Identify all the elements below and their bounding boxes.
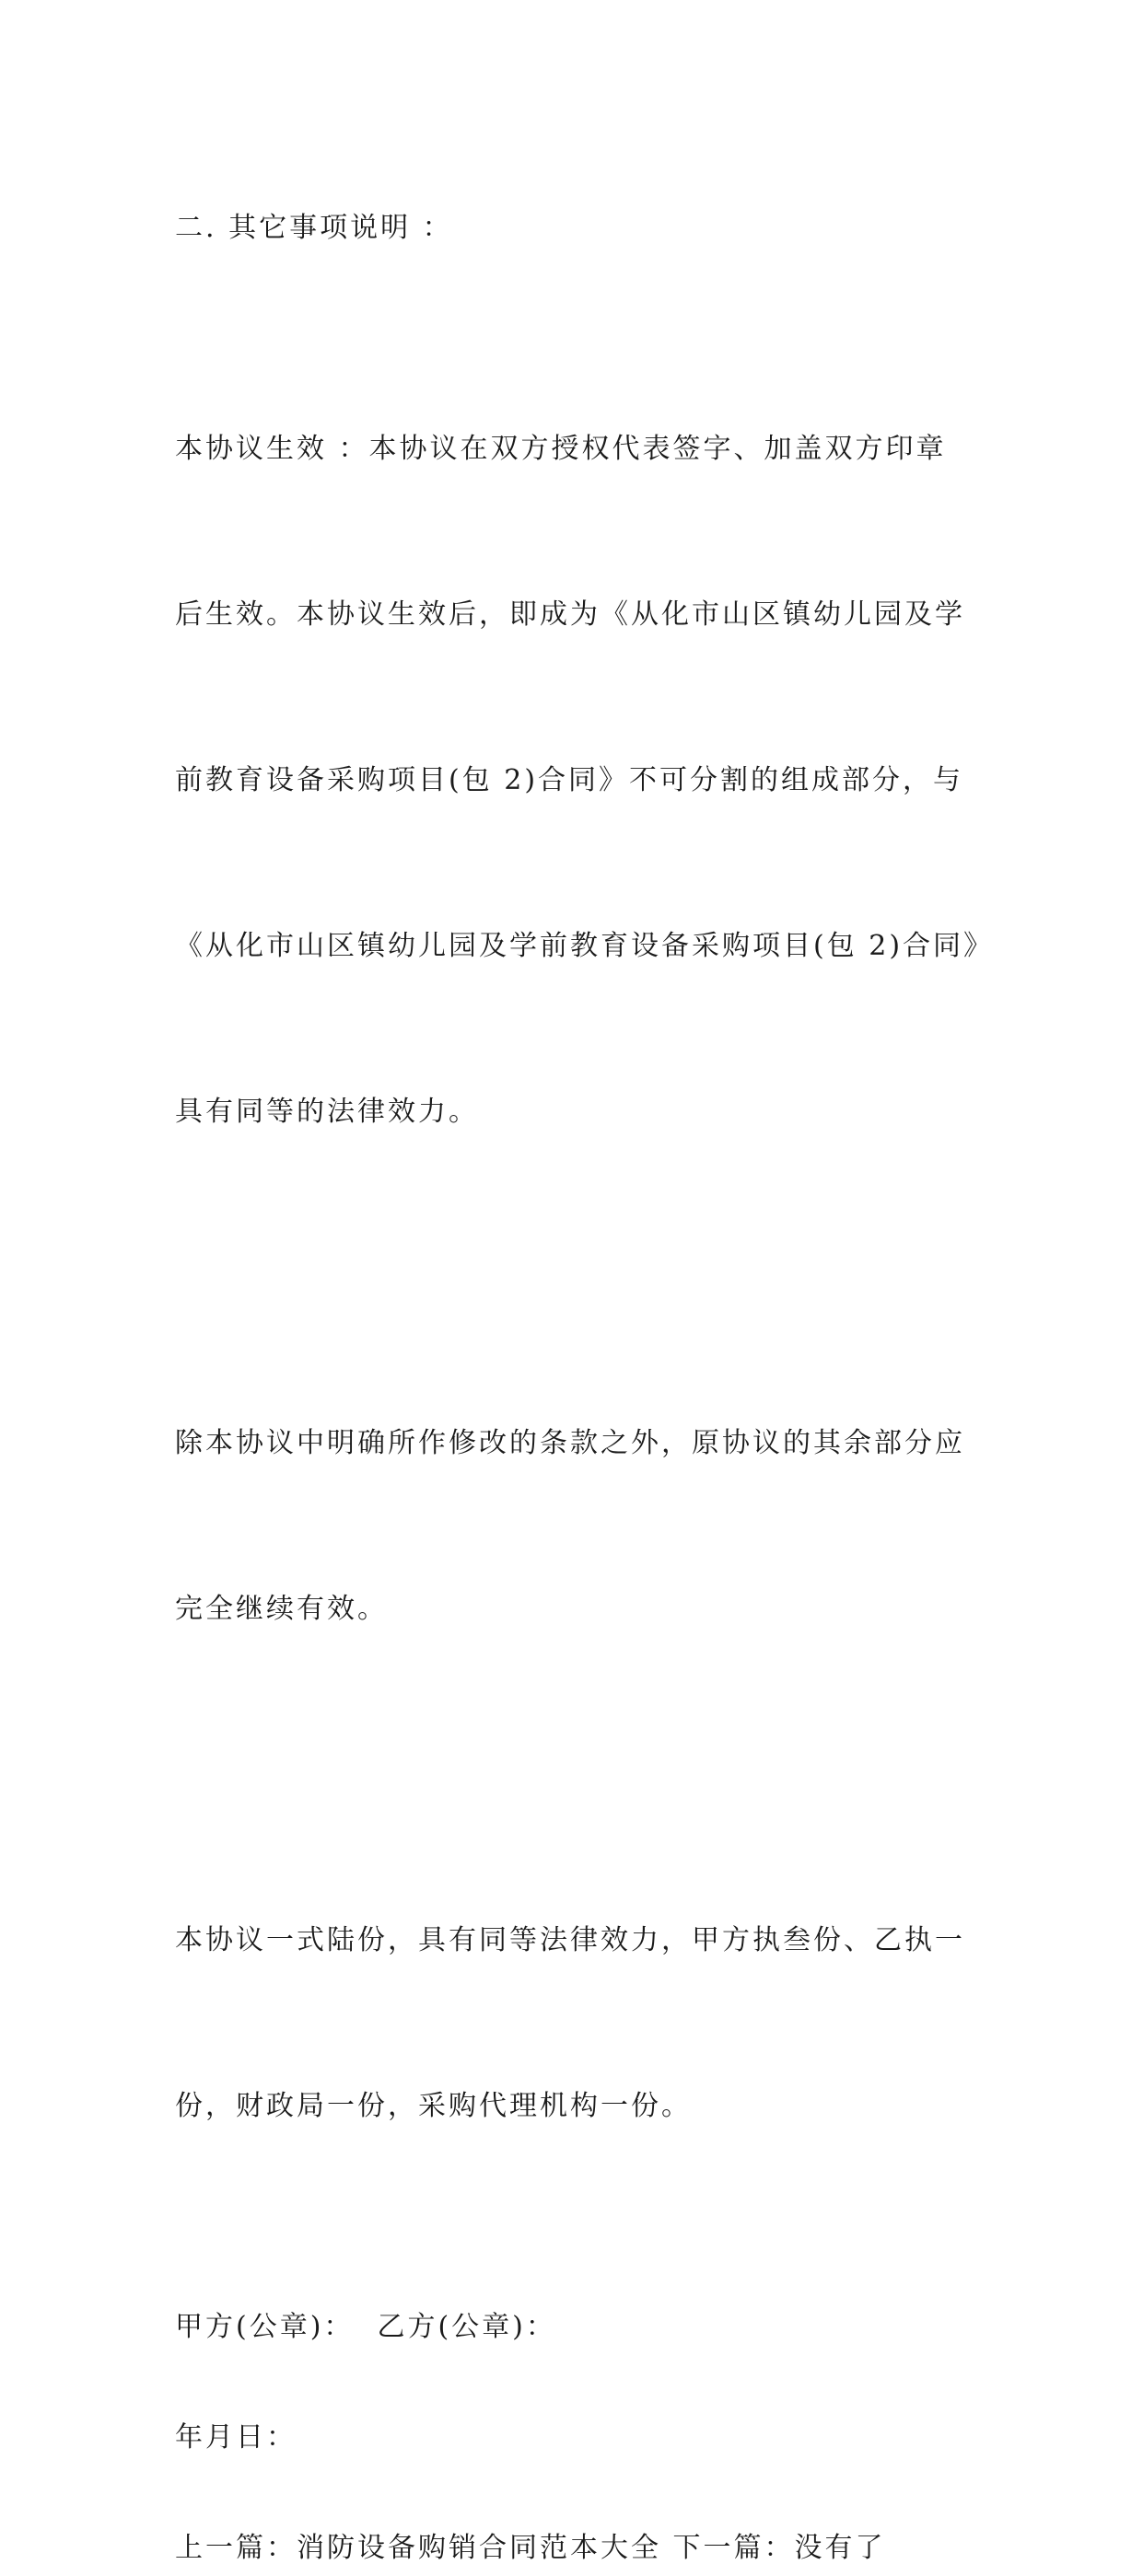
prev-label: 上一篇： bbox=[175, 2532, 297, 2564]
paragraph-line: 前教育设备采购项目(包 2)合同》不可分割的组成部分，与 bbox=[175, 764, 964, 796]
paragraph-remaining-terms bbox=[175, 1305, 986, 1747]
paragraph-line: 本协议一式陆份，具有同等法律效力，甲方执叁份、乙执一 bbox=[175, 1924, 965, 1956]
prev-article-link[interactable]: 消防设备购销合同范本大全 bbox=[297, 2532, 661, 2564]
date-line: 年月日： bbox=[175, 2421, 297, 2454]
paragraph-line: 本协议生效 ：本协议在双方授权代表签字、加盖双方印章 bbox=[175, 433, 947, 465]
paragraph-copies bbox=[175, 1803, 986, 2245]
paragraph-line: 具有同等的法律效力。 bbox=[175, 1096, 479, 1128]
paragraph-line: 《从化市山区镇幼儿园及学前教育设备采购项目(包 2)合同》 bbox=[175, 930, 995, 962]
paragraph-line: 后生效。本协议生效后，即成为《从化市山区镇幼儿园及学 bbox=[175, 598, 965, 631]
paragraph-effective bbox=[175, 311, 995, 1250]
paragraph-line: 份，财政局一份，采购代理机构一份。 bbox=[175, 2090, 692, 2122]
next-label: 下一篇： bbox=[672, 2532, 795, 2564]
article-navigation bbox=[175, 2521, 986, 2576]
document-body bbox=[175, 201, 995, 2576]
next-article-text: 没有了 bbox=[794, 2532, 886, 2564]
paragraph-line: 除本协议中明确所作修改的条款之外，原协议的其余部分应 bbox=[175, 1427, 965, 1459]
paragraph-line: 完全继续有效。 bbox=[175, 1593, 388, 1625]
signature-line: 甲方(公章)： 乙方(公章)： bbox=[175, 2311, 556, 2343]
section-heading: 二. 其它事项说明 ： bbox=[175, 212, 453, 244]
